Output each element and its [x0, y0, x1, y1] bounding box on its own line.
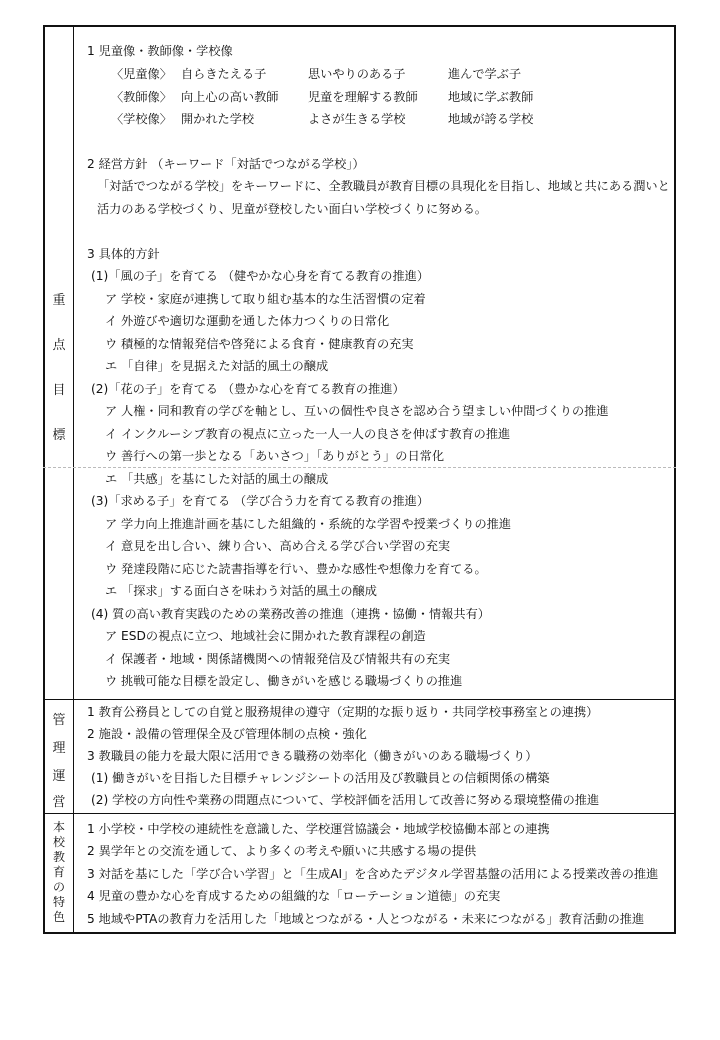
label-char: 営	[52, 795, 66, 810]
feature-line: 3 対話を基にした「学び合い学習」と「生成AI」を含めたデジタル学習基盤の活用による授業改善の推進	[87, 867, 659, 881]
label-char: 育	[52, 865, 65, 879]
policy-heading: (2)「花の子」を育てる （豊かな心を育てる教育の推進）	[91, 382, 405, 396]
policy-table	[43, 25, 676, 934]
label-char: の	[52, 880, 65, 894]
policy-item: エ 「共感」を基にした対話的風土の醸成	[105, 472, 329, 486]
policy-item: ウ 善行への第一歩となる「あいさつ」「ありがとう」の日常化	[105, 449, 445, 463]
policy-item: イ 保護者・地域・関係諸機関への情報発信及び情報共有の充実	[105, 652, 451, 666]
label-char: 色	[52, 910, 65, 924]
policy-item: ア 学校・家庭が連携して取り組む基本的な生活習慣の定着	[105, 292, 426, 306]
image-value: 思いやりのある子	[308, 67, 406, 81]
label-char: 本	[52, 820, 65, 834]
page-break-line	[43, 467, 676, 468]
s3-title: 3 具体的方針	[87, 247, 160, 261]
image-value: 地域に学ぶ教師	[448, 90, 534, 104]
s2-text: 活力のある学校づくり、児童が登校したい面白い学校づくりに努める。	[97, 202, 487, 216]
policy-item: イ 意見を出し合い、練り合い、高め合える学び合い学習の充実	[105, 539, 451, 553]
image-value: 進んで学ぶ子	[448, 67, 522, 81]
policy-heading: (3)「求める子」を育てる （学び合う力を育てる教育の推進）	[91, 494, 430, 508]
management-line: 2 施設・設備の管理保全及び管理体制の点検・強化	[87, 727, 367, 741]
policy-item: ア 学力向上推進計画を基にした組織的・系統的な学習や授業づくりの推進	[105, 517, 512, 531]
policy-item: ウ 積極的な情報発信や啓発による食育・健康教育の充実	[105, 337, 414, 351]
image-category: 〈学校像〉	[111, 112, 172, 126]
label-char: 理	[52, 741, 66, 756]
label-char: 運	[52, 769, 66, 784]
feature-line: 5 地域やPTAの教育力を活用した「地域とつながる・人とつながる・未来につながる」教育活動の推進	[87, 912, 645, 926]
management-line: 1 教育公務員としての自覚と服務規律の遵守（定期的な振り返り・共同学校事務室との連携）	[87, 705, 599, 719]
row-divider-features	[45, 813, 674, 814]
label-char: 特	[52, 895, 65, 909]
label-char: 点	[52, 338, 66, 353]
feature-line: 1 小学校・中学校の連続性を意識した、学校運営協議会・地域学校協働本部との連携	[87, 822, 550, 836]
policy-item: エ 「探求」する面白さを味わう対話的風土の醸成	[105, 584, 377, 598]
image-value: よさが生きる学校	[308, 112, 406, 126]
feature-line: 2 異学年との交流を通して、より多くの考えや願いに共感する場の提供	[87, 844, 477, 858]
image-category: 〈教師像〉	[111, 90, 172, 104]
policy-item: イ 外遊びや適切な運動を通した体力つくりの日常化	[105, 314, 390, 328]
policy-item: エ 「自律」を見据えた対話的風土の醸成	[105, 359, 329, 373]
row-divider-management	[45, 699, 674, 700]
management-line: (2) 学校の方向性や業務の問題点について、学校評価を活用して改善に努める環境整備の推進	[91, 793, 600, 807]
label-char: 教	[52, 850, 65, 864]
label-char: 管	[52, 713, 66, 728]
management-line: 3 教職員の能力を最大限に活用できる職務の効率化（働きがいのある職場づくり）	[87, 749, 538, 763]
policy-heading: (1)「風の子」を育てる （健やかな心身を育てる教育の推進）	[91, 269, 430, 283]
label-char: 重	[52, 293, 66, 308]
policy-item: ア ESDの視点に立つ、地域社会に開かれた教育課程の創造	[105, 629, 426, 643]
label-char: 標	[52, 428, 66, 443]
label-char: 目	[52, 383, 66, 398]
s2-title: 2 経営方針 （キーワード「対話でつながる学校」）	[87, 157, 365, 171]
image-value: 自らきたえる子	[181, 67, 267, 81]
label-char: 校	[52, 835, 65, 849]
s2-text: 「対話でつながる学校」をキーワードに、全教職員が教育目標の具現化を目指し、地域と共にある潤いと	[97, 179, 670, 193]
policy-item: ウ 発達段階に応じた読書指導を行い、豊かな感性や想像力を育てる。	[105, 562, 487, 576]
image-value: 向上心の高い教師	[181, 90, 279, 104]
policy-item: ウ 挑戦可能な目標を設定し、働きがいを感じる職場づくりの推進	[105, 674, 463, 688]
image-category: 〈児童像〉	[111, 67, 172, 81]
policy-item: イ インクルーシブ教育の視点に立った一人一人の良さを伸ばす教育の推進	[105, 427, 511, 441]
image-value: 児童を理解する教師	[308, 90, 418, 104]
s1-title: 1 児童像・教師像・学校像	[87, 44, 233, 58]
image-value: 開かれた学校	[181, 112, 255, 126]
label-column-divider	[73, 27, 74, 932]
management-line: (1) 働きがいを目指した目標チャレンジシートの活用及び教職員との信頼関係の構築	[91, 771, 550, 785]
image-value: 地域が誇る学校	[448, 112, 534, 126]
feature-line: 4 児童の豊かな心を育成するための組織的な「ローテーション道徳」の充実	[87, 889, 501, 903]
policy-heading: (4) 質の高い教育実践のための業務改善の推進（連携・協働・情報共有）	[91, 607, 490, 621]
policy-item: ア 人権・同和教育の学びを軸とし、互いの個性や良さを認め合う望ましい仲間づくりの推進	[105, 404, 609, 418]
